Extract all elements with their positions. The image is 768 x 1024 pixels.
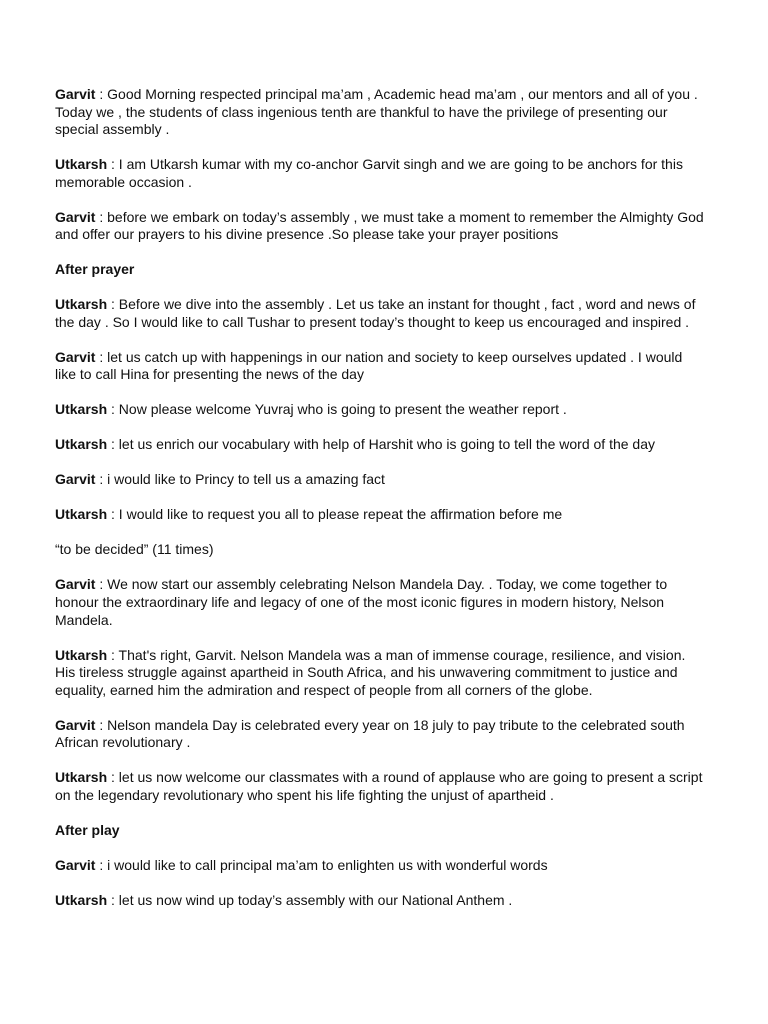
dialogue-text: : i would like to call principal ma’am to enlighten us with wonderful words — [95, 856, 548, 873]
script-paragraph — [55, 471, 705, 489]
document-page — [55, 86, 705, 927]
script-paragraph — [55, 156, 705, 191]
dialogue-text: : I am Utkarsh kumar with my co-anchor Garvit singh and we are going to be anchors for this memorable occasion . — [55, 156, 683, 190]
script-paragraph — [55, 717, 705, 752]
script-paragraph — [55, 857, 705, 875]
script-paragraph — [55, 401, 705, 419]
dialogue-text: : let us now wind up today’s assembly with our National Anthem . — [107, 891, 513, 908]
script-paragraph — [55, 647, 705, 700]
speaker-name: Utkarsh — [55, 769, 108, 786]
heading-text: After prayer — [55, 261, 135, 278]
speaker-name: Garvit — [55, 208, 96, 225]
script-paragraph — [55, 892, 705, 910]
dialogue-text: : let us catch up with happenings in our nation and society to keep ourselves updated . I would like to call Hina for presenting the news of the day — [55, 348, 683, 383]
affirmation-text: “to be decided” (11 times) — [55, 541, 214, 558]
speaker-name: Garvit — [55, 86, 96, 102]
script-paragraph — [55, 349, 705, 384]
dialogue-text: : let us now welcome our classmates with a round of applause who are going to present a script on the legendary revolutionary who spent his life fighting the unjust of apartheid . — [55, 769, 703, 803]
speaker-name: Garvit — [55, 716, 96, 733]
dialogue-text: : Good Morning respected principal ma’am , Academic head ma’am , our mentors and all of you . Today we , the students of class ingenious tenth are thankful to have the privilege of presenting our special assembly . — [55, 86, 698, 138]
dialogue-text: : Now please welcome Yuvraj who is going to present the weather report . — [107, 401, 567, 418]
speaker-name: Utkarsh — [55, 296, 108, 313]
dialogue-text: : Before we dive into the assembly . Let us take an instant for thought , fact , word and news of the day . So I would like to call Tushar to present today’s thought to keep us encouraged and inspired . — [55, 296, 696, 330]
script-paragraph — [55, 209, 705, 244]
speaker-name: Garvit — [55, 471, 96, 488]
speaker-name: Utkarsh — [55, 436, 108, 453]
dialogue-text: : i would like to Princy to tell us a amazing fact — [95, 471, 385, 488]
script-paragraph — [55, 86, 705, 139]
dialogue-text: : I would like to request you all to please repeat the affirmation before me — [107, 506, 563, 523]
speaker-name: Utkarsh — [55, 156, 108, 173]
script-paragraph — [55, 506, 705, 524]
script-paragraph — [55, 769, 705, 804]
affirmation-line — [55, 541, 705, 559]
section-heading — [55, 822, 705, 840]
speaker-name: Utkarsh — [55, 891, 108, 908]
speaker-name: Utkarsh — [55, 401, 108, 418]
section-heading — [55, 261, 705, 279]
heading-text: After play — [55, 821, 120, 838]
script-paragraph — [55, 436, 705, 454]
script-paragraph — [55, 576, 705, 629]
speaker-name: Garvit — [55, 576, 96, 593]
speaker-name: Utkarsh — [55, 646, 108, 663]
speaker-name: Utkarsh — [55, 506, 108, 523]
dialogue-text: : before we embark on today’s assembly , we must take a moment to remember the Almighty God and offer our prayers to his divine presence .So please take your prayer positions — [55, 208, 704, 243]
dialogue-text: : That's right, Garvit. Nelson Mandela was a man of immense courage, resilience, and vision. His tireless struggle against apartheid in South Africa, and his unwavering commitment to justice and equality, earned him the admiration and respect of people from all corners of the globe. — [55, 646, 686, 698]
dialogue-text: : Nelson mandela Day is celebrated every year on 18 july to pay tribute to the celebrated south African revolutionary . — [55, 716, 685, 751]
dialogue-text: : We now start our assembly celebrating Nelson Mandela Day. . Today, we come together to honour the extraordinary life and legacy of one of the most iconic figures in modern history, Nelson Mandela. — [55, 576, 668, 628]
speaker-name: Garvit — [55, 856, 96, 873]
dialogue-text: : let us enrich our vocabulary with help of Harshit who is going to tell the word of the day — [107, 436, 655, 453]
speaker-name: Garvit — [55, 348, 96, 365]
script-paragraph — [55, 296, 705, 331]
